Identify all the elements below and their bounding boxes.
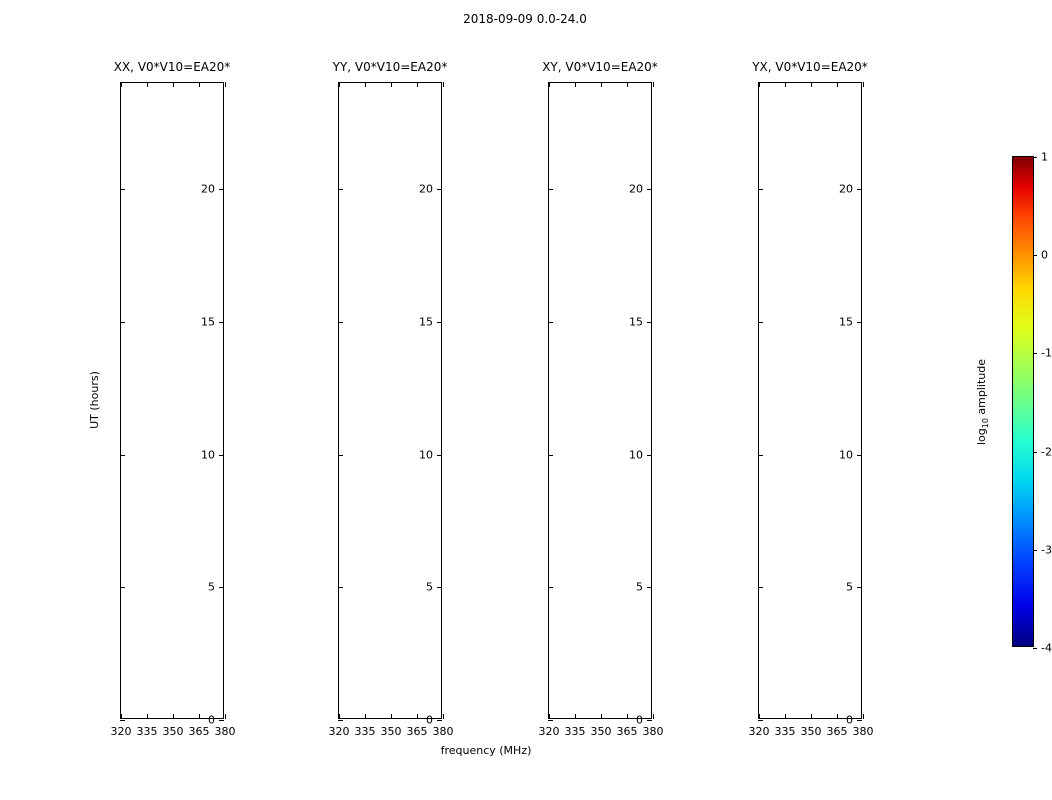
x-tick-label-yy: 320 [328, 725, 350, 738]
y-tick-mark [548, 587, 553, 588]
panel-title-xx: XX, V0*V10=EA20* [113, 60, 231, 74]
x-tick-mark-top [443, 82, 444, 87]
x-tick-label-xy: 380 [642, 725, 664, 738]
x-tick-mark [837, 714, 838, 719]
colorbar-tick-label: -3 [1041, 543, 1052, 557]
y-tick-mark-right [857, 322, 862, 323]
y-tick-mark-right [219, 587, 224, 588]
y-tick-label-xx: 10 [201, 448, 215, 462]
y-tick-label-yy: 5 [426, 580, 433, 594]
y-tick-mark [338, 455, 343, 456]
x-tick-mark-top [785, 82, 786, 87]
x-tick-label-yy: 365 [406, 725, 428, 738]
colorbar-tick-mark [1033, 353, 1037, 354]
x-tick-label-yy: 335 [354, 725, 376, 738]
x-tick-label-xx: 335 [136, 725, 158, 738]
x-tick-mark [653, 714, 654, 719]
y-tick-label-xy: 10 [629, 448, 643, 462]
y-tick-mark [758, 322, 763, 323]
y-tick-mark [120, 322, 125, 323]
colorbar-tick-label: -1 [1041, 346, 1052, 360]
x-tick-mark [549, 714, 550, 719]
y-tick-mark-right [219, 455, 224, 456]
x-tick-mark-top [121, 82, 122, 87]
y-tick-label-xy: 5 [636, 580, 643, 594]
x-tick-mark [443, 714, 444, 719]
y-tick-mark [758, 720, 763, 721]
colorbar-label-sub: 10 [981, 418, 991, 429]
y-tick-mark-right [647, 587, 652, 588]
y-tick-label-xx: 20 [201, 182, 215, 196]
x-tick-mark-top [601, 82, 602, 87]
y-tick-label-xy: 0 [636, 713, 643, 727]
y-tick-mark [120, 455, 125, 456]
x-tick-label-xy: 335 [564, 725, 586, 738]
x-tick-mark-top [837, 82, 838, 87]
x-tick-mark [627, 714, 628, 719]
y-tick-mark [338, 587, 343, 588]
y-tick-mark [548, 720, 553, 721]
plot-panel-yx[interactable] [748, 60, 874, 738]
x-tick-label-xy: 320 [538, 725, 560, 738]
x-tick-mark-top [549, 82, 550, 87]
x-tick-mark-top [759, 82, 760, 87]
figure-suptitle: 2018-09-09 0.0-24.0 [463, 12, 587, 26]
y-tick-mark [120, 720, 125, 721]
x-tick-label-yx: 320 [748, 725, 770, 738]
x-tick-mark-top [199, 82, 200, 87]
y-tick-label-yy: 10 [419, 448, 433, 462]
plot-panel-xy[interactable] [538, 60, 664, 738]
x-tick-label-xy: 350 [590, 725, 612, 738]
x-tick-mark-top [339, 82, 340, 87]
y-tick-label-xy: 20 [629, 182, 643, 196]
x-tick-mark-top [147, 82, 148, 87]
y-axis-label: UT (hours) [88, 371, 101, 429]
colorbar-tick-label: -4 [1041, 641, 1052, 655]
y-tick-mark [120, 587, 125, 588]
x-tick-label-xx: 320 [110, 725, 132, 738]
x-tick-mark [147, 714, 148, 719]
y-tick-mark [758, 189, 763, 190]
x-tick-mark [365, 714, 366, 719]
x-tick-label-xx: 365 [188, 725, 210, 738]
x-tick-label-yx: 335 [774, 725, 796, 738]
panel-title-yy: YY, V0*V10=EA20* [332, 60, 448, 74]
x-tick-label-yx: 380 [852, 725, 874, 738]
x-tick-mark [863, 714, 864, 719]
x-tick-mark-top [391, 82, 392, 87]
x-tick-mark-top [627, 82, 628, 87]
x-axis-label: frequency (MHz) [440, 744, 532, 757]
y-tick-mark-right [857, 587, 862, 588]
x-tick-label-yx: 365 [826, 725, 848, 738]
y-tick-mark [758, 455, 763, 456]
colorbar-tick-mark [1033, 550, 1037, 551]
y-tick-label-yx: 5 [846, 580, 853, 594]
x-tick-mark [601, 714, 602, 719]
y-tick-label-yx: 10 [839, 448, 853, 462]
y-tick-mark [548, 322, 553, 323]
colorbar-tick-mark [1033, 452, 1037, 453]
x-tick-mark [339, 714, 340, 719]
y-tick-mark-right [219, 189, 224, 190]
x-tick-mark [199, 714, 200, 719]
colorbar-tick-label: 0 [1041, 248, 1048, 262]
colorbar-label-suffix: amplitude [975, 358, 988, 419]
y-tick-mark [338, 720, 343, 721]
x-tick-mark [121, 714, 122, 719]
y-tick-mark-right [857, 720, 862, 721]
y-tick-label-yx: 0 [846, 713, 853, 727]
colorbar-tick-label: -2 [1041, 445, 1052, 459]
y-tick-mark-right [647, 455, 652, 456]
x-tick-mark-top [365, 82, 366, 87]
x-tick-mark [391, 714, 392, 719]
y-tick-label-xy: 15 [629, 315, 643, 329]
y-tick-mark-right [437, 189, 442, 190]
x-tick-mark [225, 714, 226, 719]
y-tick-mark-right [647, 189, 652, 190]
panel-title-yx: YX, V0*V10=EA20* [752, 60, 868, 74]
x-tick-mark [575, 714, 576, 719]
y-tick-mark-right [437, 322, 442, 323]
y-tick-label-yx: 15 [839, 315, 853, 329]
x-tick-mark-top [811, 82, 812, 87]
x-tick-mark [417, 714, 418, 719]
x-tick-mark-top [653, 82, 654, 87]
y-tick-label-xx: 0 [208, 713, 215, 727]
y-tick-mark [758, 587, 763, 588]
colorbar-tick-mark [1033, 157, 1037, 158]
y-tick-mark-right [437, 587, 442, 588]
x-tick-mark-top [417, 82, 418, 87]
y-tick-mark-right [437, 720, 442, 721]
plot-panel-xx[interactable] [110, 60, 236, 738]
y-tick-mark-right [857, 455, 862, 456]
x-tick-label-yy: 380 [432, 725, 454, 738]
y-tick-label-yy: 0 [426, 713, 433, 727]
x-tick-mark [785, 714, 786, 719]
y-tick-mark-right [647, 720, 652, 721]
y-tick-label-yx: 20 [839, 182, 853, 196]
y-tick-mark-right [219, 720, 224, 721]
y-tick-mark [548, 455, 553, 456]
y-tick-label-yy: 20 [419, 182, 433, 196]
x-tick-mark-top [225, 82, 226, 87]
y-tick-label-xx: 5 [208, 580, 215, 594]
x-tick-label-xy: 365 [616, 725, 638, 738]
colorbar-axis-label [975, 359, 990, 445]
y-tick-mark-right [647, 322, 652, 323]
x-tick-mark [173, 714, 174, 719]
colorbar[interactable] [1012, 150, 1052, 655]
colorbar-label-prefix: log [975, 428, 988, 446]
x-tick-mark-top [575, 82, 576, 87]
x-tick-mark-top [173, 82, 174, 87]
y-tick-label-xx: 15 [201, 315, 215, 329]
plot-panel-yy[interactable] [328, 60, 454, 738]
colorbar-tick-mark [1033, 255, 1037, 256]
colorbar-tick-mark [1033, 648, 1037, 649]
y-tick-mark-right [437, 455, 442, 456]
panel-title-xy: XY, V0*V10=EA20* [542, 60, 658, 74]
x-tick-mark [759, 714, 760, 719]
y-tick-label-yy: 15 [419, 315, 433, 329]
y-tick-mark [338, 322, 343, 323]
colorbar-tick-label: 1 [1041, 150, 1048, 164]
y-tick-mark-right [857, 189, 862, 190]
x-tick-mark [811, 714, 812, 719]
x-tick-label-xx: 350 [162, 725, 184, 738]
y-tick-mark-right [219, 322, 224, 323]
y-tick-mark [120, 189, 125, 190]
x-tick-label-yy: 350 [380, 725, 402, 738]
y-tick-mark [338, 189, 343, 190]
x-tick-label-yx: 350 [800, 725, 822, 738]
x-tick-mark-top [863, 82, 864, 87]
x-tick-label-xx: 380 [214, 725, 236, 738]
y-tick-mark [548, 189, 553, 190]
